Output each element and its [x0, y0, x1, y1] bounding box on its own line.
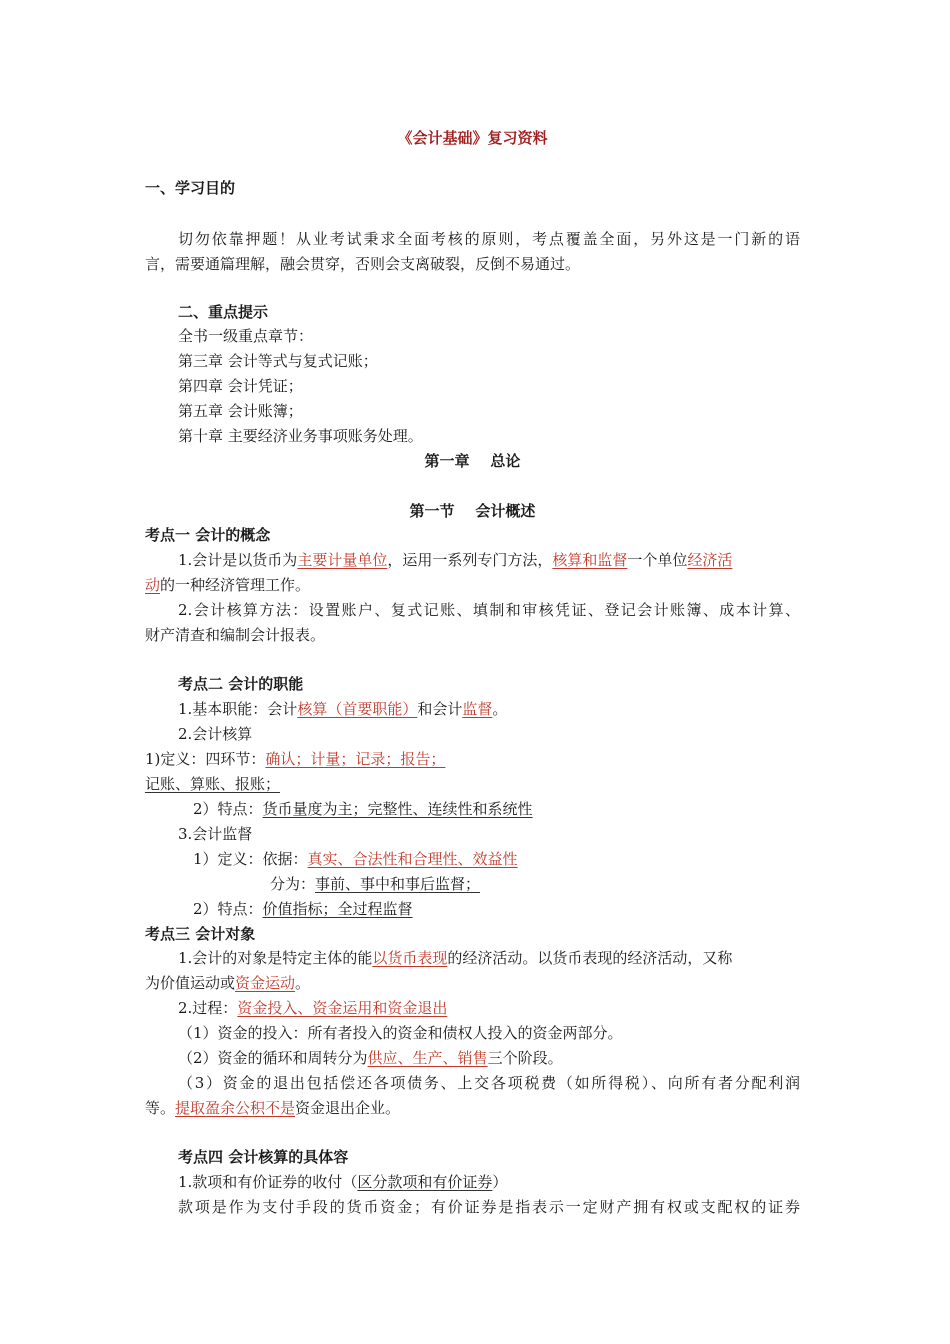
document-title: 《会计基础》复习资料 [397, 129, 548, 147]
kp-heading: 考点二 会计的职能 [178, 675, 304, 693]
kp-heading: 考点四 会计核算的具体容 [178, 1148, 349, 1166]
paragraph-line: 2.会计核算 [178, 725, 253, 743]
section-heading: 二、重点提示 [178, 303, 269, 321]
paragraph-line: 2.会计核算方法：设置账户、复式记账、填制和审核凭证、登记会计账簿、成本计算、 [178, 601, 800, 619]
key-term: 区分款项和有价证券 [357, 1173, 493, 1191]
paragraph-line: 言，需要通篇理解，融会贯穿，否则会支离破裂，反倒不易通过。 [145, 255, 581, 273]
key-term: 经济活 [687, 551, 733, 569]
paragraph-line: 等。提取盈余公积不是资金退出企业。 [145, 1099, 401, 1117]
paragraph-line: 1）定义：依据：真实、合法性和合理性、效益性 [193, 850, 518, 868]
key-term: 资金投入、资金运用和资金退出 [237, 999, 448, 1017]
paragraph-line: 2）特点：价值指标；全过程监督 [193, 900, 413, 918]
list-item: 第五章 会计账簿； [178, 402, 303, 420]
kp-heading: 考点一 会计的概念 [145, 526, 271, 544]
list-item: 第十章 主要经济业务事项账务处理。 [178, 427, 423, 445]
paragraph-line: 款项是作为支付手段的货币资金；有价证券是指表示一定财产拥有权或支配权的证券 [178, 1198, 800, 1216]
key-term: 记账、算账、报账； [145, 775, 281, 793]
paragraph-line: 财产清查和编制会计报表。 [145, 626, 326, 644]
list-item: 第三章 会计等式与复式记账； [178, 352, 378, 370]
paragraph-line: 1.基本职能：会计核算（首要职能）和会计监督。 [178, 700, 508, 718]
paragraph-line: 为价值运动或资金运动。 [145, 974, 311, 992]
key-term: 核算（首要职能） [297, 700, 418, 718]
paragraph-line: 动的一种经济管理工作。 [145, 576, 311, 594]
paragraph-line [145, 772, 800, 796]
paragraph-line: （2）资金的循环和周转分为供应、生产、销售三个阶段。 [178, 1049, 563, 1067]
paragraph-line: 1.会计的对象是特定主体的能以货币表现的经济活动。以货币表现的经济活动，又称 [178, 949, 733, 967]
key-term: 货币量度为主；完整性、连续性和系统性 [262, 800, 533, 818]
paragraph-line: 分为：事前、事中和事后监督； [270, 875, 481, 893]
paragraph-line: 切勿依靠押题！从业考试秉求全面考核的原则，考点覆盖全面，另外这是一门新的语 [178, 230, 800, 248]
kp-heading: 考点三 会计对象 [145, 925, 256, 943]
key-term: 供应、生产、销售 [367, 1049, 488, 1067]
key-term: 以货币表现 [372, 949, 448, 967]
paragraph-line: 1)定义：四环节：确认；计量；记录；报告； [145, 750, 446, 768]
list-item: 全书一级重点章节： [178, 327, 314, 345]
key-term: 价值指标；全过程监督 [262, 900, 413, 918]
section-heading: 一、学习目的 [145, 179, 236, 197]
paragraph-line: 1.款项和有价证券的收付（区分款项和有价证券） [178, 1173, 508, 1191]
key-term: 资金运动 [235, 974, 296, 992]
list-item: 第四章 会计凭证； [178, 377, 303, 395]
key-term: 监督 [462, 700, 493, 718]
paragraph-line: 3.会计监督 [178, 825, 253, 843]
paragraph-line: （1）资金的投入：所有者投入的资金和债权人投入的资金两部分。 [178, 1024, 623, 1042]
key-term: 事前、事中和事后监督； [315, 875, 481, 893]
chapter-heading: 第一章 总论 [424, 452, 521, 470]
key-term: 动 [145, 576, 161, 594]
key-term: 主要计量单位 [297, 551, 388, 569]
paragraph-line: 1.会计是以货币为主要计量单位，运用一系列专门方法，核算和监督一个单位经济活 [178, 551, 733, 569]
section-title: 第一节 会计概述 [409, 502, 536, 520]
paragraph-line: （3）资金的退出包括偿还各项债务、上交各项税费（如所得税）、向所有者分配利润 [178, 1074, 800, 1092]
paragraph-line: 2.过程：资金投入、资金运用和资金退出 [178, 999, 448, 1017]
key-term: 确认；计量；记录；报告； [265, 750, 446, 768]
key-term: 提取盈余公积不是 [175, 1099, 296, 1117]
paragraph-line: 2）特点：货币量度为主；完整性、连续性和系统性 [193, 800, 533, 818]
key-term: 核算和监督 [552, 551, 628, 569]
key-term: 真实、合法性和合理性、效益性 [307, 850, 518, 868]
